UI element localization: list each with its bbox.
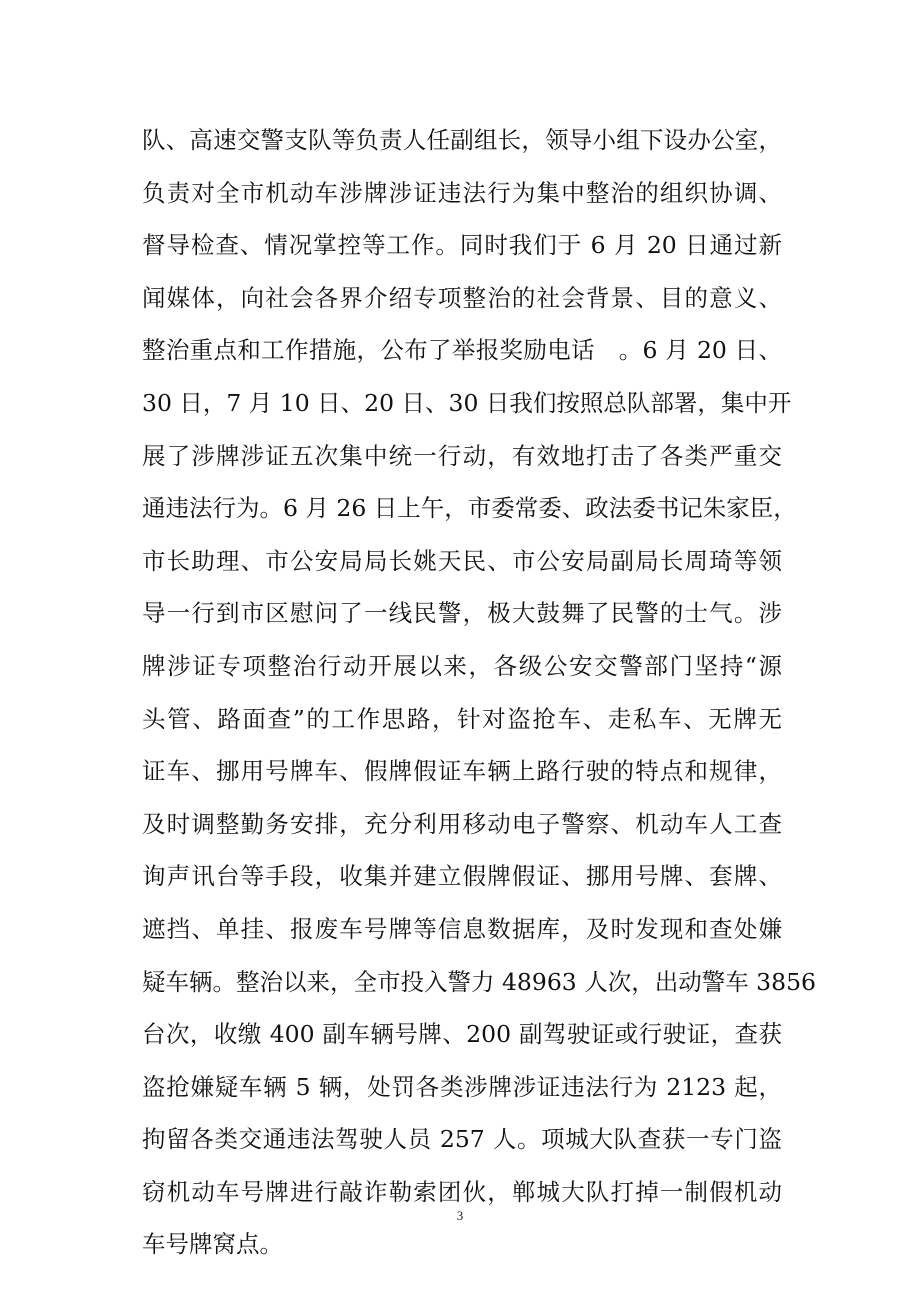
text-line-5: 整治重点和工作措施，公布了举报奖励电话 。6 月 20 日、 [142, 336, 782, 365]
text-line-18: 台次，收缴 400 副车辆号牌、200 副驾驶证或行驶证，查获 [142, 1020, 782, 1049]
text-line-9: 市长助理、市公安局局长姚天民、市公安局副局长周琦等领 [142, 546, 782, 575]
text-line-7: 展了涉牌涉证五次集中统一行动，有效地打击了各类严重交 [142, 441, 782, 470]
text-line-21: 窃机动车号牌进行敲诈勒索团伙，郸城大队打掉一制假机动 [142, 1177, 782, 1206]
text-line-19: 盗抢嫌疑车辆 5 辆，处罚各类涉牌涉证违法行为 2123 起， [142, 1072, 782, 1101]
text-line-13: 证车、挪用号牌车、假牌假证车辆上路行驶的特点和规律， [142, 757, 782, 786]
text-line-6: 30 日，7 月 10 日、20 日、30 日我们按照总队部署，集中开 [142, 388, 792, 417]
text-line-12: 头管、路面查”的工作思路，针对盗抢车、走私车、无牌无 [142, 704, 782, 733]
body-paragraph [142, 118, 816, 1275]
text-line-3: 督导检查、情况掌控等工作。同时我们于 6 月 20 日通过新 [142, 231, 782, 260]
text-line-22: 车号牌窝点。 [142, 1230, 283, 1259]
page-number: 3 [456, 1208, 464, 1223]
text-line-14: 及时调整勤务安排，充分利用移动电子警察、机动车人工查 [142, 809, 782, 838]
text-line-10: 导一行到市区慰问了一线民警，极大鼓舞了民警的士气。涉 [142, 599, 782, 628]
text-line-16: 遮挡、单挂、报废车号牌等信息数据库，及时发现和查处嫌 [142, 914, 782, 943]
text-line-1: 队、高速交警支队等负责人任副组长，领导小组下设办公室， [142, 126, 782, 154]
text-line-15: 询声讯台等手段，收集并建立假牌假证、挪用号牌、套牌、 [142, 862, 782, 891]
text-line-4: 闻媒体，向社会各界介绍专项整治的社会背景、目的意义、 [142, 283, 782, 312]
text-line-2: 负责对全市机动车涉牌涉证违法行为集中整治的组织协调、 [142, 178, 782, 207]
text-line-8: 通违法行为。6 月 26 日上午，市委常委、政法委书记朱家臣， [142, 494, 797, 523]
text-line-11: 牌涉证专项整治行动开展以来，各级公安交警部门坚持“源 [142, 651, 782, 680]
text-line-20: 拘留各类交通违法驾驶人员 257 人。项城大队查获一专门盗 [142, 1125, 782, 1154]
text-line-17: 疑车辆。整治以来，全市投入警力 48963 人次，出动警车 3856 [142, 967, 816, 996]
